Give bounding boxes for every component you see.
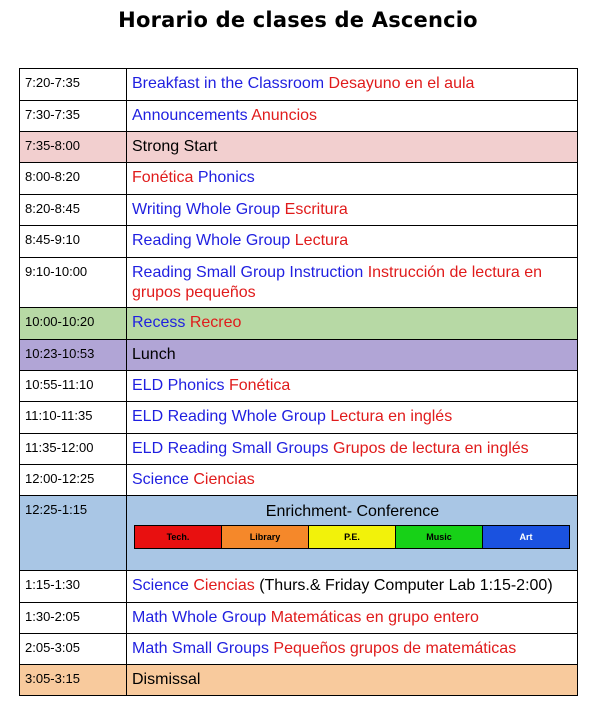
- enrichment-library: Library: [221, 526, 308, 548]
- activity-english: Math Whole Group: [132, 609, 267, 626]
- enrichment-cell: [127, 496, 578, 571]
- activity-english: Math Small Groups: [132, 640, 269, 657]
- activity-spanish: Ciencias: [193, 577, 255, 594]
- table-row: [20, 434, 578, 465]
- time-cell: 10:55-11:10: [20, 371, 127, 402]
- activity-spanish: Ciencias: [193, 471, 255, 488]
- table-row: [20, 634, 578, 665]
- time-cell: 11:35-12:00: [20, 434, 127, 465]
- activity-english: ELD Reading Small Groups: [132, 440, 329, 457]
- activity-spanish: Recreo: [189, 314, 242, 331]
- activity-cell: [127, 226, 578, 258]
- activity-cell: [127, 258, 578, 308]
- activity-english: Reading Small Group Instruction: [132, 264, 364, 281]
- time-cell: 11:10-11:35: [20, 402, 127, 434]
- table-row: [20, 69, 578, 101]
- time-cell: 1:15-1:30: [20, 571, 127, 603]
- time-cell: 3:05-3:15: [20, 665, 127, 696]
- activity-english: Science: [132, 471, 189, 488]
- activity-spanish: Lectura: [294, 232, 349, 249]
- time-cell: 7:30-7:35: [20, 101, 127, 132]
- enrichment-title: Enrichment- Conference: [265, 503, 440, 520]
- enrichment-bar: [134, 525, 570, 549]
- time-cell: 12:25-1:15: [20, 496, 127, 571]
- time-cell: 9:10-10:00: [20, 258, 127, 308]
- table-row: [20, 465, 578, 496]
- activity-cell: [127, 571, 578, 603]
- activity-cell: [127, 371, 578, 402]
- activity-cell: [127, 195, 578, 226]
- activity-cell: [127, 308, 578, 340]
- activity-cell: [127, 163, 578, 195]
- activity-spanish: Escritura: [284, 201, 348, 218]
- activity-cell: [127, 132, 578, 163]
- table-row: [20, 340, 578, 371]
- activity-spanish: Lectura en inglés: [330, 408, 453, 425]
- activity-spanish: Instrucción de lectura en grupos pequeños: [132, 264, 543, 301]
- activity-spanish: Desayuno en el aula: [328, 75, 475, 92]
- time-cell: 12:00-12:25: [20, 465, 127, 496]
- activity-cell: [127, 603, 578, 634]
- time-cell: 7:35-8:00: [20, 132, 127, 163]
- table-row: [20, 258, 578, 308]
- table-row: [20, 665, 578, 696]
- table-row: [20, 571, 578, 603]
- activity-spanish: Fonética: [132, 169, 194, 186]
- table-row: [20, 371, 578, 402]
- activity-cell: [127, 434, 578, 465]
- activity-spanish: Fonética: [228, 377, 291, 394]
- enrichment-music: Music: [395, 526, 482, 548]
- activity-english: Science: [132, 577, 189, 594]
- activity-english: Breakfast in the Classroom: [132, 75, 325, 92]
- time-cell: 8:00-8:20: [20, 163, 127, 195]
- activity-english: Announcements: [132, 107, 248, 124]
- activity-english: ELD Reading Whole Group: [132, 408, 326, 425]
- activity-spanish: Matemáticas en grupo entero: [270, 609, 479, 626]
- activity-note: (Thurs.& Friday Computer Lab 1:15-2:00): [259, 577, 553, 594]
- time-cell: 10:00-10:20: [20, 308, 127, 340]
- activity-english: Recess: [132, 314, 186, 331]
- time-cell: 8:20-8:45: [20, 195, 127, 226]
- activity-cell: [127, 340, 578, 371]
- table-row: [20, 195, 578, 226]
- table-row: [20, 226, 578, 258]
- activity-cell: [127, 69, 578, 101]
- time-cell: 7:20-7:35: [20, 69, 127, 101]
- activity-spanish: Grupos de lectura en inglés: [333, 440, 529, 457]
- activity-english: Phonics: [197, 169, 255, 186]
- table-row: [20, 402, 578, 434]
- activity-english: Writing Whole Group: [132, 201, 281, 218]
- time-cell: 8:45-9:10: [20, 226, 127, 258]
- activity-spanish: Anuncios: [251, 107, 318, 124]
- enrichment-art: Art: [482, 526, 569, 548]
- activity-spanish: Pequeños grupos de matemáticas: [273, 640, 517, 657]
- activity-english: ELD Phonics: [132, 377, 225, 394]
- activity-cell: [127, 634, 578, 665]
- time-cell: 10:23-10:53: [20, 340, 127, 371]
- table-row: [20, 101, 578, 132]
- activity-cell: [127, 665, 578, 696]
- time-cell: 1:30-2:05: [20, 603, 127, 634]
- enrichment-tech: Tech.: [135, 526, 221, 548]
- table-row: [20, 308, 578, 340]
- page-title: Horario de clases de Ascencio: [118, 8, 478, 32]
- activity-cell: [127, 101, 578, 132]
- activity-text: Strong Start: [132, 138, 218, 155]
- schedule-table: [19, 68, 578, 696]
- activity-text: Dismissal: [132, 671, 201, 688]
- table-row: [20, 132, 578, 163]
- activity-cell: [127, 465, 578, 496]
- table-row: [20, 496, 578, 571]
- activity-text: Lunch: [132, 346, 176, 363]
- table-row: [20, 603, 578, 634]
- table-row: [20, 163, 578, 195]
- activity-english: Reading Whole Group: [132, 232, 291, 249]
- activity-cell: [127, 402, 578, 434]
- enrichment-pe: P.E.: [308, 526, 395, 548]
- time-cell: 2:05-3:05: [20, 634, 127, 665]
